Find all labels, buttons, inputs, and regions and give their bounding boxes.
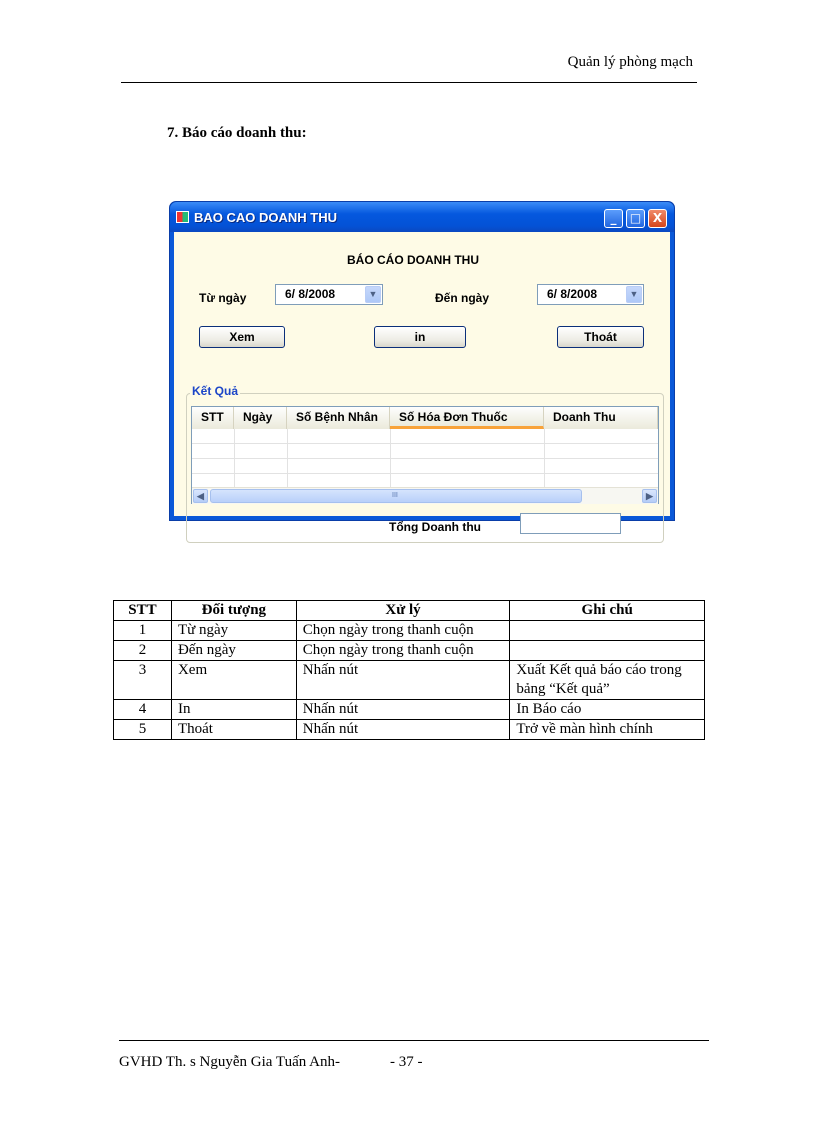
- chevron-down-icon[interactable]: ▼: [365, 286, 381, 303]
- from-date-picker[interactable]: [275, 284, 383, 305]
- minimize-button[interactable]: _: [604, 209, 623, 228]
- close-button[interactable]: X: [648, 209, 667, 228]
- cell-object: Xem: [171, 661, 296, 700]
- table-row: [114, 621, 705, 641]
- window-title: BAO CAO DOANH THU: [194, 210, 337, 225]
- app-icon: [176, 211, 189, 223]
- header-rule: [121, 82, 697, 83]
- table-row: [114, 641, 705, 661]
- to-date-value: 6/ 8/2008: [547, 287, 598, 301]
- cell-object: Đến ngày: [171, 641, 296, 661]
- exit-button[interactable]: Thoát: [557, 326, 644, 348]
- control-description-table: [113, 600, 705, 740]
- table-row: [114, 661, 705, 700]
- results-group-label: Kết Quả: [192, 384, 239, 398]
- to-date-label: Đến ngày: [435, 291, 490, 305]
- grid-header-stt[interactable]: STT: [192, 407, 234, 429]
- cell-stt: 3: [114, 661, 172, 700]
- col-header-note: Ghi chú: [510, 601, 705, 621]
- cell-note: In Báo cáo: [510, 700, 705, 720]
- scroll-grip: III: [392, 492, 398, 499]
- from-date-value: 6/ 8/2008: [285, 287, 336, 301]
- chevron-down-icon[interactable]: ▼: [626, 286, 642, 303]
- cell-action: Nhấn nút: [296, 700, 510, 720]
- grid-header-revenue[interactable]: Doanh Thu: [544, 407, 658, 429]
- col-header-stt: STT: [114, 601, 172, 621]
- footer-teacher: GVHD Th. s Nguyễn Gia Tuấn Anh-: [119, 1054, 340, 1070]
- running-header: Quản lý phòng mạch: [567, 54, 693, 70]
- maximize-button[interactable]: □: [626, 209, 645, 228]
- cell-action: Chọn ngày trong thanh cuộn: [296, 621, 510, 641]
- print-button[interactable]: in: [374, 326, 466, 348]
- grid-header-patients[interactable]: Số Bệnh Nhân: [287, 407, 390, 429]
- section-heading: 7. Báo cáo doanh thu:: [167, 125, 307, 141]
- cell-stt: 5: [114, 720, 172, 740]
- cell-action: Nhấn nút: [296, 661, 510, 700]
- cell-note: [510, 641, 705, 661]
- cell-stt: 4: [114, 700, 172, 720]
- grid-col-line: [390, 429, 391, 487]
- title-bar[interactable]: [170, 202, 674, 232]
- table-row: [114, 720, 705, 740]
- from-date-label: Từ ngày: [199, 291, 247, 305]
- grid-row-line: [192, 443, 658, 444]
- col-header-object: Đối tượng: [171, 601, 296, 621]
- cell-action: Nhấn nút: [296, 720, 510, 740]
- grid-row-line: [192, 473, 658, 474]
- to-date-picker[interactable]: [537, 284, 644, 305]
- cell-note: Trở về màn hình chính: [510, 720, 705, 740]
- cell-action: Chọn ngày trong thanh cuộn: [296, 641, 510, 661]
- form-title: BÁO CÁO DOANH THU: [347, 253, 479, 267]
- col-header-action: Xử lý: [296, 601, 510, 621]
- cell-stt: 2: [114, 641, 172, 661]
- grid-col-line: [287, 429, 288, 487]
- cell-object: Thoát: [171, 720, 296, 740]
- footer-rule: [119, 1040, 709, 1041]
- page-number: - 37 -: [390, 1054, 423, 1070]
- grid-header-invoices[interactable]: Số Hóa Đơn Thuốc: [390, 407, 544, 429]
- grid-col-line: [544, 429, 545, 487]
- view-button[interactable]: Xem: [199, 326, 285, 348]
- grid-header-date[interactable]: Ngày: [234, 407, 287, 429]
- cell-object: Từ ngày: [171, 621, 296, 641]
- report-window: [169, 201, 675, 534]
- results-grid[interactable]: [191, 406, 659, 504]
- table-row: [114, 700, 705, 720]
- total-revenue-field[interactable]: [520, 513, 621, 534]
- cell-stt: 1: [114, 621, 172, 641]
- window-client: [174, 232, 670, 534]
- cell-note: Xuất Kết quả báo cáo trong bảng “Kết quả”: [510, 661, 705, 700]
- scroll-thumb[interactable]: [210, 489, 582, 503]
- horizontal-scrollbar[interactable]: [192, 487, 658, 504]
- total-revenue-label: Tổng Doanh thu: [389, 520, 481, 534]
- grid-col-line: [234, 429, 235, 487]
- scroll-left-icon[interactable]: ◀: [193, 489, 208, 503]
- grid-row-line: [192, 458, 658, 459]
- table-header-row: [114, 601, 705, 621]
- cell-note: [510, 621, 705, 641]
- scroll-right-icon[interactable]: ▶: [642, 489, 657, 503]
- cell-object: In: [171, 700, 296, 720]
